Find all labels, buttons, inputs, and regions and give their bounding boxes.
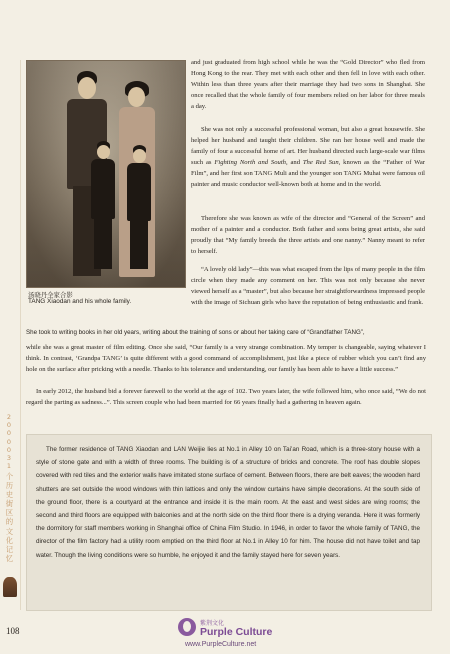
watermark-url[interactable]: www.PurpleCulture.net <box>185 641 257 648</box>
paragraph-2-part-b: , and <box>285 159 303 167</box>
paragraph-7: In early 2012, the husband bid a forever farewell to the world at the age of 102. Two years later, the wife followed him, who once said, “We do not regard the parting as sadness...”. This screen couple who had been married for 66 years finally had a gathering in heaven again. <box>26 388 426 407</box>
paragraph-6: while she was a great master of film editing. Once she said, “Our family is a very strange combination. My temper is changeable, saying whatever I think. In contrast, ‘Grandpa TANG’ is quite different with a good command of accomplishment, just like a piece of rubber which you can’t find any hole on the surface after pricking with a needle. Thanks to his tolerance and understanding, our family has been able to have a little success.” <box>26 344 426 374</box>
film-title-the-red-sun: The Red Sun <box>302 159 339 167</box>
photo-figure-son-1 <box>89 141 117 271</box>
margin-vertical-number: 2000031 <box>6 413 12 471</box>
paragraph-2 <box>191 124 425 191</box>
watermark-brand[interactable]: Purple Culture <box>200 626 273 638</box>
paragraph-5: She took to writing books in her old years, writing about the training of sons or about her taking care of “Grandfather TANG”, <box>26 329 365 336</box>
paragraph-2-part-c: , known as the “Father of War Film”, and her first son TANG Muli and the younger son TANG Muhai were famous oil painter and music conductor well-known both at home and in the world. <box>191 159 425 189</box>
page-number: 108 <box>6 626 20 636</box>
paragraph-1: and just graduated from high school while he was the “Gold Director” who fled from Hong Kong to the rear. They met with each other and then fell in love with each other. Within less than three years after their marriage they had two sons in Shanghai. She once recalled that the whole family of four members relied on her labor for three meals a day. <box>191 59 425 111</box>
watermark-chinese: 紫荆文化 <box>200 620 225 627</box>
purple-culture-logo-icon <box>178 618 196 636</box>
paragraph-4: “A lovely old lady”—this was what escaped from the lips of many people in the film circle when they made any comment on her. This was not only because she never viewed herself as a “master”, but also because her straightforwardness impressed people with the image of Sichuan girls who have the reputation of being enthusiastic and frank. <box>191 266 425 307</box>
sidebar-box-text: The former residence of TANG Xiaodan and LAN Weijie lies at No.1 in Alley 10 on Tai’an Road, which is a three-story house with a style of stone gate and with a width of three rooms. The building is of a structure of bricks and concrete. The roof has double slopes covered with red tiles and the exterior walls have imitated stone surface of cement. Between floors, there are belt eaves; the wooden hard shutters are set outside the wood windows with thin lattices and only the window curtains have simple decorations. At the south side of the ground floor, there is a courtyard at the entrance and inside it is the main room. At the east and west sides are wing rooms; the second and third floors are equipped with balconies and at the north side on the third floor there is a drying veranda. Here it was formerly the dormitory for staff members working in Shanghai office of China Film Studio. In 1946, in order to favor the whole family of TANG, the director of the film factory had a utility room emptied on the third floor at No.1 in Alley 10 for him. The house did not have toilet and tap water. Though the living conditions were so humble, he enjoyed it and the family stayed here for seven years. <box>36 446 420 559</box>
photo-caption-chinese: 汤晓丹全家合影 <box>28 292 73 299</box>
paragraph-2-part-a: She was not only a successful professional woman, but also a great housewife. She helped her husband and taught their children. She ran her house well and made the family of four a successful home of art. Her husband directed such large-scale war films such as <box>191 126 425 167</box>
photo-figure-son-2 <box>125 145 153 271</box>
family-photo <box>26 60 186 288</box>
margin-rule <box>20 60 21 610</box>
margin-ornament-icon <box>3 577 17 597</box>
film-title-fighting-north-and-south: Fighting North and South <box>214 159 286 167</box>
paragraph-3: Therefore she was known as wife of the director and “General of the Screen” and mother of a painter and a conductor. Both father and sons being great artists, she said proudly that “My family breeds the three artists and one nanny.” Nanny meant to refer to herself. <box>191 215 425 256</box>
margin-vertical-title: 个历史街区的文化记忆 <box>5 472 14 563</box>
photo-caption-english: TANG Xiaodan and his whole family. <box>28 298 132 305</box>
